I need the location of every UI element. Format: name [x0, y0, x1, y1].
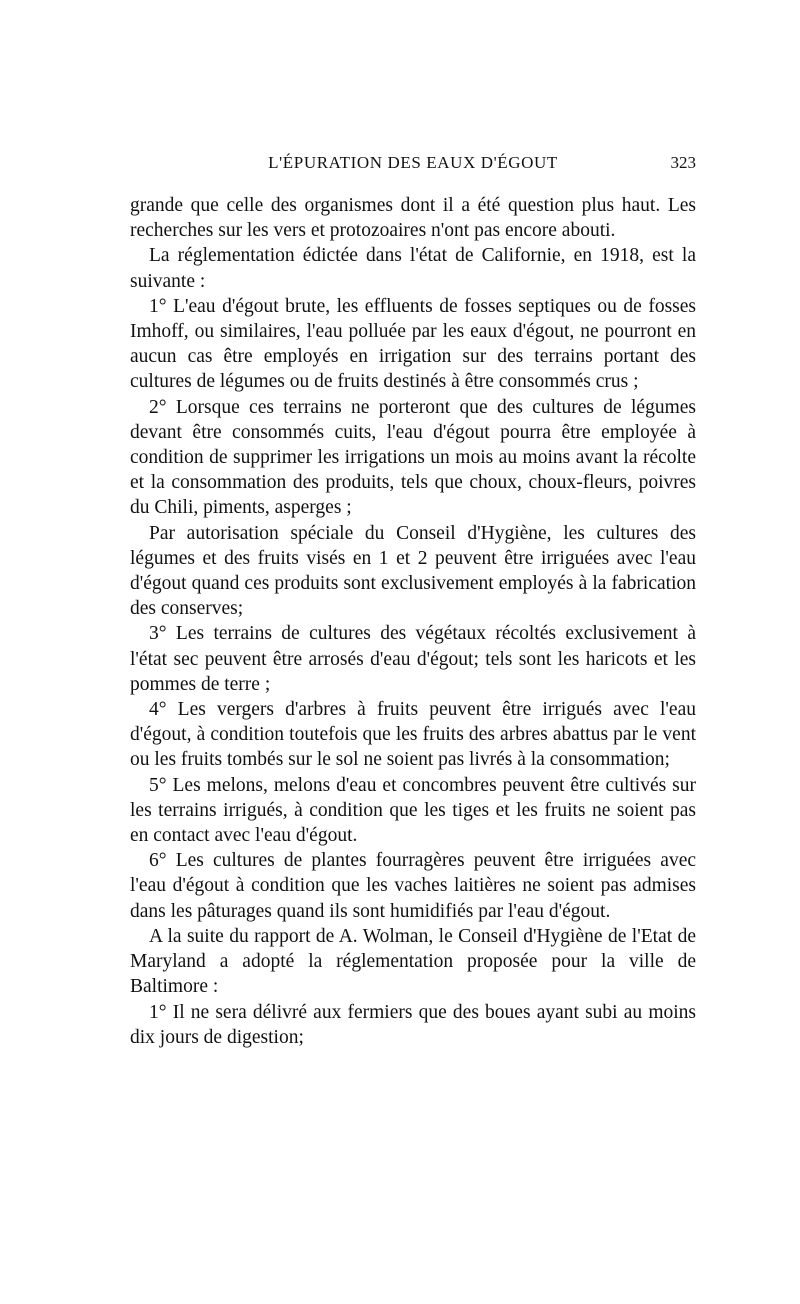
paragraph-rule-6: 6° Les cultures de plantes fourragères peuvent être irriguées avec l'eau d'égout à condition que les vaches laitières ne soient pas admises dans les pâturages quand ils sont humidifiés par l'eau d'égout.: [130, 850, 696, 922]
paragraph-rule-3: 3° Les terrains de cultures des végétaux récoltés exclusivement à l'état sec peuvent être arrosés d'eau d'égout; tels sont les haricots et les pommes de terre ;: [130, 623, 696, 695]
paragraph-rule-5: 5° Les melons, melons d'eau et concombres peuvent être cultivés sur les terrains irrigués, à condition que les tiges et les fruits ne soient pas en contact avec l'eau d'égout.: [130, 774, 696, 847]
paragraph-continuation: grande que celle des organismes dont il a été question plus haut. Les recherches sur les vers et protozoaires n'ont pas encore abouti.: [130, 195, 696, 242]
paragraph-rule-2: 2° Lorsque ces terrains ne porteront que des cultures de légumes devant être consommés cuits, l'eau d'égout pourra être employée à condition de supprimer les irrigations un mois au moins avant la récolte et la consommation des produits, tels que choux, choux-fleurs, poivres du Chili, piments, asperges ;: [130, 396, 696, 519]
page-number: 323: [670, 153, 696, 172]
running-title: L'ÉPURATION DES EAUX D'ÉGOUT: [268, 153, 558, 172]
paragraph-california-intro: La réglementation édictée dans l'état de Californie, en 1918, est la suivante :: [130, 245, 696, 292]
paragraph-maryland-rule-1: 1° Il ne sera délivré aux fermiers que des boues ayant subi au moins dix jours de digestion;: [130, 1001, 696, 1048]
running-head: [130, 153, 696, 177]
paragraph-rule-4: 4° Les vergers d'arbres à fruits peuvent être irrigués avec l'eau d'égout, à condition toutefois que les fruits des arbres abattus par le vent ou les fruits tombés sur le sol ne soient pas livrés à la consommation;: [130, 699, 696, 771]
paragraph-rule-1: 1° L'eau d'égout brute, les effluents de fosses septiques ou de fosses Imhoff, ou similaires, l'eau polluée par les eaux d'égout, ne pourront en aucun cas être employés en irrigation sur des terrains portant des cultures de légumes ou de fruits destinés à être consommés crus ;: [130, 295, 696, 393]
body-text: [130, 193, 696, 1050]
paragraph-special-authorization: Par autorisation spéciale du Conseil d'Hygiène, les cultures des légumes et des fruits visés en 1 et 2 peuvent être irriguées avec l'eau d'égout quand ces produits sont exclusivement employés à la fabrication des conserves;: [130, 522, 696, 620]
paragraph-maryland-intro: A la suite du rapport de A. Wolman, le Conseil d'Hygiène de l'Etat de Maryland a adopté la réglementation proposée pour la ville de Baltimore :: [130, 925, 696, 998]
